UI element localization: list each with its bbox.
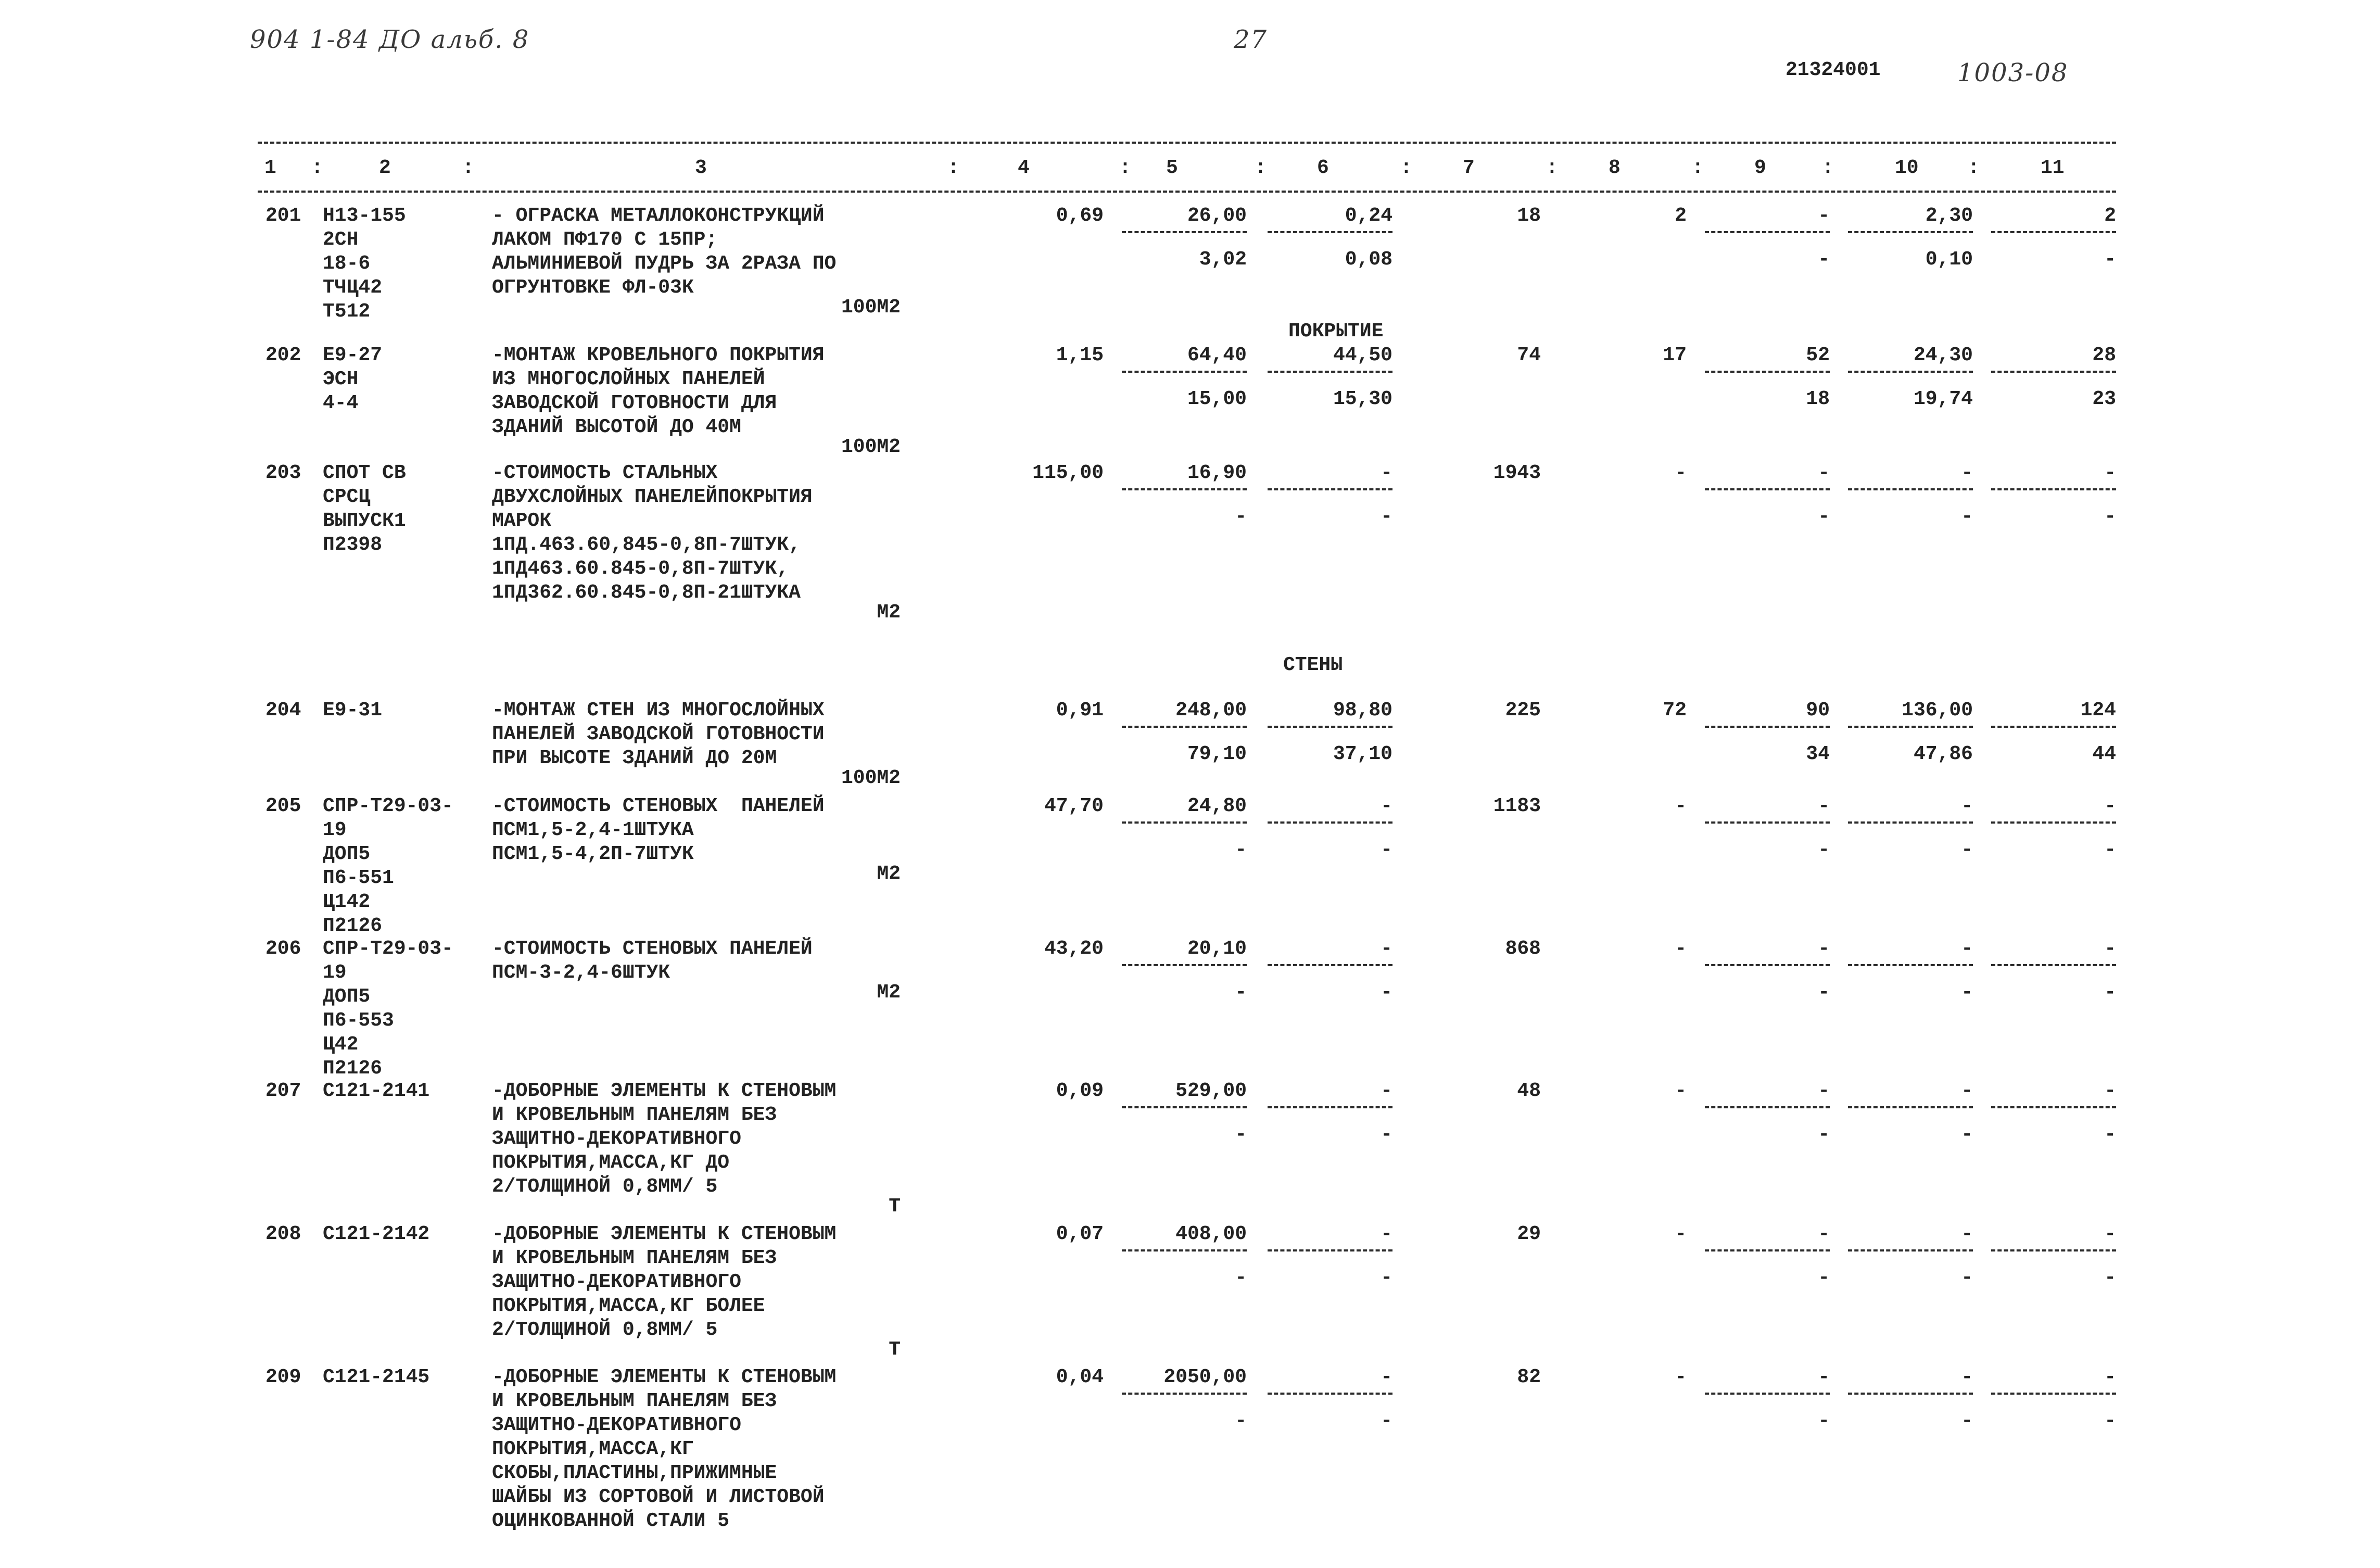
- row-c11-bottom: -: [2104, 505, 2116, 528]
- row-description: - ОГРАСКА МЕТАЛЛОКОНСТРУКЦИЙ: [492, 205, 825, 227]
- row-c8: -: [1675, 938, 1687, 960]
- row-number: 201: [265, 205, 301, 227]
- row-description: ЗАВОДСКОЙ ГОТОВНОСТИ ДЛЯ: [492, 392, 777, 414]
- row-number: 204: [265, 699, 301, 722]
- fraction-rule: [1705, 964, 1830, 966]
- row-c6-top: -: [1381, 795, 1392, 817]
- fraction-rule: [1848, 726, 1973, 728]
- row-c10-bottom: -: [1961, 839, 1973, 861]
- row-code: П6-553: [323, 1009, 394, 1032]
- row-c8: -: [1675, 1080, 1687, 1102]
- row-c11-top: -: [2104, 795, 2116, 817]
- fraction-rule: [1122, 1249, 1247, 1251]
- row-code: ДОП5: [323, 843, 371, 865]
- row-description: 1ПД463.60.845-0,8П-7ШТУК,: [492, 558, 789, 580]
- fraction-rule: [1991, 488, 2116, 490]
- row-c11-top: -: [2104, 1366, 2116, 1388]
- row-c7: 18: [1517, 205, 1541, 227]
- fraction-rule: [1122, 1393, 1247, 1395]
- row-description: ПОКРЫТИЯ,МАССА,КГ: [492, 1438, 694, 1460]
- fraction-rule: [1848, 231, 1973, 233]
- fraction-rule: [1991, 964, 2116, 966]
- row-c11-bottom: -: [2104, 1267, 2116, 1289]
- row-c10-bottom: 47,86: [1913, 743, 1973, 765]
- row-c6-bottom: 0,08: [1345, 248, 1392, 271]
- fraction-rule: [1991, 371, 2116, 373]
- handwritten-reference: 904 1-84 ДО альб. 8: [250, 25, 530, 54]
- row-c9-bottom: -: [1818, 981, 1830, 1004]
- row-code: Ц42: [323, 1033, 359, 1056]
- fraction-rule: [1705, 821, 1830, 824]
- row-c5-bottom: 15,00: [1187, 388, 1247, 410]
- row-c9-top: -: [1818, 1223, 1830, 1245]
- row-c9-bottom: -: [1818, 1267, 1830, 1289]
- row-c6-bottom: -: [1381, 981, 1392, 1004]
- row-description: ПАНЕЛЕЙ ЗАВОДСКОЙ ГОТОВНОСТИ: [492, 723, 825, 745]
- row-quantity: 1,15: [1056, 344, 1104, 366]
- column-header-2: 2: [379, 157, 391, 179]
- fraction-rule: [1268, 488, 1392, 490]
- row-description: 1ПД.463.60,845-0,8П-7ШТУК,: [492, 534, 801, 556]
- column-header-9: 9: [1754, 157, 1766, 179]
- row-c5-top: 529,00: [1175, 1080, 1247, 1102]
- fraction-rule: [1268, 1249, 1392, 1251]
- row-c8: 72: [1663, 699, 1687, 722]
- fraction-rule: [1991, 1393, 2116, 1395]
- fraction-rule: [1705, 488, 1830, 490]
- row-c5-top: 26,00: [1187, 205, 1247, 227]
- row-c8: -: [1675, 795, 1687, 817]
- document-code: 21324001: [1786, 59, 1881, 81]
- row-c10-bottom: -: [1961, 1123, 1973, 1146]
- row-c9-top: -: [1818, 462, 1830, 484]
- row-code: 19: [323, 962, 347, 984]
- row-number: 202: [265, 344, 301, 366]
- row-description: -МОНТАЖ КРОВЕЛЬНОГО ПОКРЫТИЯ: [492, 344, 825, 366]
- row-code: 2СН: [323, 229, 359, 251]
- table-header-rule: [258, 191, 2116, 193]
- row-c5-bottom: 79,10: [1187, 743, 1247, 765]
- row-c5-top: 64,40: [1187, 344, 1247, 366]
- row-c9-top: -: [1818, 795, 1830, 817]
- fraction-rule: [1991, 726, 2116, 728]
- row-code: СРСЦ: [323, 486, 371, 508]
- row-code: Е9-31: [323, 699, 383, 722]
- row-c6-top: 44,50: [1333, 344, 1392, 366]
- row-c11-bottom: 23: [2092, 388, 2116, 410]
- row-description: -СТОИМОСТЬ СТЕНОВЫХ ПАНЕЛЕЙ: [492, 795, 825, 817]
- column-header-1: 1: [264, 157, 276, 179]
- row-quantity: 0,07: [1056, 1223, 1104, 1245]
- row-quantity: 47,70: [1044, 795, 1104, 817]
- row-description: ОЦИНКОВАННОЙ СТАЛИ 5: [492, 1510, 730, 1532]
- row-unit: Т: [889, 1195, 901, 1218]
- row-quantity: 0,69: [1056, 205, 1104, 227]
- row-code: ТЧЦ42: [323, 276, 383, 299]
- handwritten-code: 1003-08: [1957, 58, 2069, 87]
- row-description: ЛАКОМ ПФ170 С 15ПР;: [492, 229, 718, 251]
- column-header-separator: :: [311, 157, 323, 179]
- row-code: Т512: [323, 300, 371, 323]
- row-number: 209: [265, 1366, 301, 1388]
- fraction-rule: [1848, 821, 1973, 824]
- row-code: 18-6: [323, 252, 371, 275]
- row-description: 2/ТОЛЩИНОЙ 0,8ММ/ 5: [492, 1319, 718, 1341]
- row-description: ЗАЩИТНО-ДЕКОРАТИВНОГО: [492, 1271, 741, 1293]
- fraction-rule: [1122, 964, 1247, 966]
- fraction-rule: [1268, 964, 1392, 966]
- row-quantity: 115,00: [1032, 462, 1104, 484]
- row-c11-bottom: -: [2104, 1410, 2116, 1432]
- row-c9-bottom: -: [1818, 839, 1830, 861]
- fraction-rule: [1122, 1106, 1247, 1108]
- fraction-rule: [1705, 726, 1830, 728]
- row-c11-bottom: -: [2104, 248, 2116, 271]
- row-code: Ц142: [323, 891, 371, 913]
- row-unit: М2: [877, 981, 901, 1004]
- row-c6-top: -: [1381, 938, 1392, 960]
- row-c7: 1183: [1493, 795, 1541, 817]
- row-c11-top: -: [2104, 938, 2116, 960]
- row-c5-top: 408,00: [1175, 1223, 1247, 1245]
- column-header-separator: :: [1255, 157, 1267, 179]
- row-c5-bottom: 3,02: [1199, 248, 1247, 271]
- row-c11-top: 28: [2092, 344, 2116, 366]
- row-c6-bottom: 15,30: [1333, 388, 1392, 410]
- row-quantity: 0,91: [1056, 699, 1104, 722]
- column-header-separator: :: [1400, 157, 1412, 179]
- row-c5-bottom: -: [1235, 1267, 1247, 1289]
- row-number: 203: [265, 462, 301, 484]
- column-header-separator: :: [1546, 157, 1558, 179]
- row-c10-top: 136,00: [1902, 699, 1973, 722]
- row-unit: 100М2: [841, 436, 901, 458]
- row-code: С121-2145: [323, 1366, 430, 1388]
- column-header-6: 6: [1317, 157, 1329, 179]
- row-c6-top: 0,24: [1345, 205, 1392, 227]
- row-c8: -: [1675, 1223, 1687, 1245]
- fraction-rule: [1122, 371, 1247, 373]
- row-c7: 74: [1517, 344, 1541, 366]
- row-description: -МОНТАЖ СТЕН ИЗ МНОГОСЛОЙНЫХ: [492, 699, 825, 722]
- fraction-rule: [1268, 1393, 1392, 1395]
- row-c5-bottom: -: [1235, 981, 1247, 1004]
- row-description: ПСМ-3-2,4-6ШТУК: [492, 962, 670, 984]
- fraction-rule: [1268, 231, 1392, 233]
- row-c5-top: 24,80: [1187, 795, 1247, 817]
- column-header-3: 3: [695, 157, 707, 179]
- row-number: 206: [265, 938, 301, 960]
- row-c11-top: -: [2104, 1223, 2116, 1245]
- row-c7: 1943: [1493, 462, 1541, 484]
- row-code: Е9-27: [323, 344, 383, 366]
- row-description: ДВУХСЛОЙНЫХ ПАНЕЛЕЙПОКРЫТИЯ: [492, 486, 813, 508]
- row-quantity: 0,09: [1056, 1080, 1104, 1102]
- row-description: И КРОВЕЛЬНЫМ ПАНЕЛЯМ БЕЗ: [492, 1390, 777, 1412]
- fraction-rule: [1705, 1249, 1830, 1251]
- fraction-rule: [1991, 1249, 2116, 1251]
- row-unit: 100М2: [841, 296, 901, 319]
- fraction-rule: [1991, 231, 2116, 233]
- row-c6-top: 98,80: [1333, 699, 1392, 722]
- row-c9-top: 52: [1806, 344, 1830, 366]
- row-c8: -: [1675, 462, 1687, 484]
- row-code: П2126: [323, 1057, 383, 1080]
- row-c7: 868: [1505, 938, 1541, 960]
- row-code: С121-2142: [323, 1223, 430, 1245]
- row-description: -СТОИМОСТЬ СТЕНОВЫХ ПАНЕЛЕЙ: [492, 938, 813, 960]
- row-c6-bottom: -: [1381, 1267, 1392, 1289]
- row-c10-top: -: [1961, 938, 1973, 960]
- row-description: -СТОИМОСТЬ СТАЛЬНЫХ: [492, 462, 718, 484]
- fraction-rule: [1848, 488, 1973, 490]
- row-c7: 29: [1517, 1223, 1541, 1245]
- column-header-5: 5: [1166, 157, 1178, 179]
- row-description: И КРОВЕЛЬНЫМ ПАНЕЛЯМ БЕЗ: [492, 1104, 777, 1126]
- row-c6-top: -: [1381, 1080, 1392, 1102]
- fraction-rule: [1705, 371, 1830, 373]
- column-header-separator: :: [1822, 157, 1834, 179]
- column-header-separator: :: [462, 157, 474, 179]
- row-c5-top: 20,10: [1187, 938, 1247, 960]
- fraction-rule: [1268, 726, 1392, 728]
- column-header-separator: :: [1968, 157, 1980, 179]
- row-c6-bottom: -: [1381, 1123, 1392, 1146]
- row-number: 207: [265, 1080, 301, 1102]
- row-description: И КРОВЕЛЬНЫМ ПАНЕЛЯМ БЕЗ: [492, 1247, 777, 1269]
- row-description: СКОБЫ,ПЛАСТИНЫ,ПРИЖИМНЫЕ: [492, 1462, 777, 1484]
- row-number: 208: [265, 1223, 301, 1245]
- row-code: ЭСН: [323, 368, 359, 390]
- row-c6-bottom: 37,10: [1333, 743, 1392, 765]
- row-code: 4-4: [323, 392, 359, 414]
- row-description: -ДОБОРНЫЕ ЭЛЕМЕНТЫ К СТЕНОВЫМ: [492, 1366, 837, 1388]
- row-unit: М2: [877, 863, 901, 885]
- row-code: СПОТ СВ: [323, 462, 406, 484]
- row-c9-bottom: 18: [1806, 388, 1830, 410]
- row-description: МАРОК: [492, 510, 552, 532]
- fraction-rule: [1122, 821, 1247, 824]
- row-c8: 2: [1675, 205, 1687, 227]
- row-number: 205: [265, 795, 301, 817]
- row-description: ШАЙБЫ ИЗ СОРТОВОЙ И ЛИСТОВОЙ: [492, 1486, 825, 1508]
- fraction-rule: [1122, 726, 1247, 728]
- row-c6-bottom: -: [1381, 1410, 1392, 1432]
- row-description: ПОКРЫТИЯ,МАССА,КГ ДО: [492, 1152, 730, 1174]
- fraction-rule: [1991, 821, 2116, 824]
- row-c11-top: 124: [2080, 699, 2116, 722]
- row-unit: 100М2: [841, 767, 901, 789]
- row-c9-bottom: 34: [1806, 743, 1830, 765]
- row-description: 1ПД362.60.845-0,8П-21ШТУКА: [492, 581, 801, 604]
- row-description: ПРИ ВЫСОТЕ ЗДАНИЙ ДО 20М: [492, 747, 777, 769]
- row-c11-bottom: -: [2104, 981, 2116, 1004]
- row-c9-bottom: -: [1818, 1123, 1830, 1146]
- column-header-11: 11: [2041, 157, 2065, 179]
- fraction-rule: [1848, 1393, 1973, 1395]
- row-code: 19: [323, 819, 347, 841]
- row-c5-top: 248,00: [1175, 699, 1247, 722]
- row-c7: 225: [1505, 699, 1541, 722]
- row-code: П6-551: [323, 867, 394, 889]
- row-c5-bottom: -: [1235, 505, 1247, 528]
- row-c10-bottom: -: [1961, 1267, 1973, 1289]
- row-description: -ДОБОРНЫЕ ЭЛЕМЕНТЫ К СТЕНОВЫМ: [492, 1080, 837, 1102]
- fraction-rule: [1268, 821, 1392, 824]
- row-c9-top: -: [1818, 205, 1830, 227]
- row-c10-top: -: [1961, 462, 1973, 484]
- row-description: ПОКРЫТИЯ,МАССА,КГ БОЛЕЕ: [492, 1295, 765, 1317]
- row-c6-top: -: [1381, 1223, 1392, 1245]
- row-c6-bottom: -: [1381, 505, 1392, 528]
- row-quantity: 43,20: [1044, 938, 1104, 960]
- column-header-8: 8: [1609, 157, 1621, 179]
- row-c5-bottom: -: [1235, 1410, 1247, 1432]
- row-c10-bottom: 19,74: [1913, 388, 1973, 410]
- row-c10-top: -: [1961, 1366, 1973, 1388]
- column-header-10: 10: [1895, 157, 1919, 179]
- row-c9-bottom: -: [1818, 505, 1830, 528]
- column-header-7: 7: [1463, 157, 1475, 179]
- row-description: ПСМ1,5-2,4-1ШТУКА: [492, 819, 694, 841]
- row-c9-top: -: [1818, 938, 1830, 960]
- row-c6-top: -: [1381, 1366, 1392, 1388]
- row-c8: 17: [1663, 344, 1687, 366]
- row-c11-top: 2: [2104, 205, 2116, 227]
- row-c9-top: 90: [1806, 699, 1830, 722]
- fraction-rule: [1268, 1106, 1392, 1108]
- fraction-rule: [1122, 488, 1247, 490]
- fraction-rule: [1705, 1393, 1830, 1395]
- row-code: Н13-155: [323, 205, 406, 227]
- column-header-separator: :: [947, 157, 959, 179]
- fraction-rule: [1848, 1249, 1973, 1251]
- row-c11-top: -: [2104, 462, 2116, 484]
- row-c6-bottom: -: [1381, 839, 1392, 861]
- table-top-rule: [258, 142, 2116, 144]
- row-unit: Т: [889, 1338, 901, 1361]
- row-c10-bottom: -: [1961, 981, 1973, 1004]
- column-header-4: 4: [1018, 157, 1030, 179]
- fraction-rule: [1848, 1106, 1973, 1108]
- row-description: АЛЬМИНИЕВОЙ ПУДРЬ ЗА 2РАЗА ПО: [492, 252, 837, 275]
- row-c8: -: [1675, 1366, 1687, 1388]
- row-description: -ДОБОРНЫЕ ЭЛЕМЕНТЫ К СТЕНОВЫМ: [492, 1223, 837, 1245]
- row-description: ЗАЩИТНО-ДЕКОРАТИВНОГО: [492, 1414, 741, 1436]
- row-description: 2/ТОЛЩИНОЙ 0,8ММ/ 5: [492, 1175, 718, 1198]
- row-c5-bottom: -: [1235, 1123, 1247, 1146]
- row-description: ИЗ МНОГОСЛОЙНЫХ ПАНЕЛЕЙ: [492, 368, 765, 390]
- row-description: ПСМ1,5-4,2П-7ШТУК: [492, 843, 694, 865]
- row-description: ЗАЩИТНО-ДЕКОРАТИВНОГО: [492, 1128, 741, 1150]
- row-c10-top: 24,30: [1913, 344, 1973, 366]
- row-description: ОГРУНТОВКЕ ФЛ-03К: [492, 276, 694, 299]
- row-code: ВЫПУСК1: [323, 510, 406, 532]
- row-c10-top: -: [1961, 795, 1973, 817]
- fraction-rule: [1991, 1106, 2116, 1108]
- row-c10-top: -: [1961, 1080, 1973, 1102]
- row-c9-bottom: -: [1818, 248, 1830, 271]
- row-c5-top: 16,90: [1187, 462, 1247, 484]
- row-unit: М2: [877, 601, 901, 624]
- row-c6-top: -: [1381, 462, 1392, 484]
- row-c7: 48: [1517, 1080, 1541, 1102]
- row-c11-bottom: 44: [2092, 743, 2116, 765]
- row-c10-bottom: 0,10: [1925, 248, 1973, 271]
- section-title-steny: СТЕНЫ: [1283, 654, 1343, 676]
- fraction-rule: [1705, 231, 1830, 233]
- row-c7: 82: [1517, 1366, 1541, 1388]
- row-code: ДОП5: [323, 985, 371, 1008]
- fraction-rule: [1705, 1106, 1830, 1108]
- row-code: С121-2141: [323, 1080, 430, 1102]
- row-c11-bottom: -: [2104, 1123, 2116, 1146]
- column-header-separator: :: [1119, 157, 1131, 179]
- page-number: 27: [1234, 25, 1268, 54]
- fraction-rule: [1848, 964, 1973, 966]
- row-c9-bottom: -: [1818, 1410, 1830, 1432]
- row-code: П2398: [323, 534, 383, 556]
- row-quantity: 0,04: [1056, 1366, 1104, 1388]
- row-c9-top: -: [1818, 1080, 1830, 1102]
- row-code: СПР-Т29-03-: [323, 938, 453, 960]
- row-description: ЗДАНИЙ ВЫСОТОЙ ДО 40М: [492, 416, 741, 438]
- fraction-rule: [1268, 371, 1392, 373]
- row-c10-top: -: [1961, 1223, 1973, 1245]
- row-c9-top: -: [1818, 1366, 1830, 1388]
- row-c10-top: 2,30: [1925, 205, 1973, 227]
- column-header-separator: :: [1692, 157, 1704, 179]
- row-c5-top: 2050,00: [1163, 1366, 1247, 1388]
- fraction-rule: [1848, 371, 1973, 373]
- section-title-pokrytie: ПОКРЫТИЕ: [1288, 320, 1384, 343]
- row-code: СПР-Т29-03-: [323, 795, 453, 817]
- row-c11-bottom: -: [2104, 839, 2116, 861]
- row-c11-top: -: [2104, 1080, 2116, 1102]
- fraction-rule: [1122, 231, 1247, 233]
- row-c10-bottom: -: [1961, 1410, 1973, 1432]
- row-code: П2126: [323, 915, 383, 937]
- row-c10-bottom: -: [1961, 505, 1973, 528]
- row-c5-bottom: -: [1235, 839, 1247, 861]
